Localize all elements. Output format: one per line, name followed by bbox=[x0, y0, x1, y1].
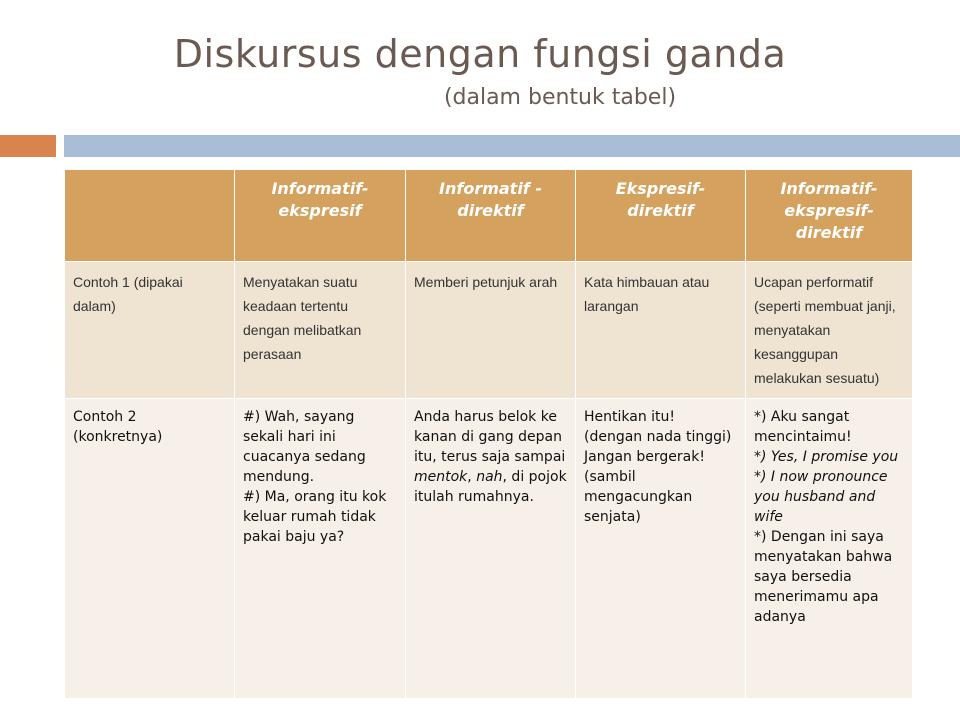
example-italic-word: mentok bbox=[414, 469, 468, 485]
example-text: , bbox=[467, 469, 472, 485]
table-cell bbox=[235, 399, 406, 699]
example-text: , di pojok itulah rumahnya. bbox=[414, 469, 567, 505]
example-line: Jangan bergerak! (sambil mengacungkan senjata) bbox=[584, 449, 705, 525]
table-header-row bbox=[65, 170, 913, 262]
header-cell: Ekspresif-direktif bbox=[576, 170, 746, 262]
discourse-table bbox=[64, 169, 913, 699]
table-cell: Kata himbauan atau larangan bbox=[576, 262, 746, 399]
header-cell-empty bbox=[65, 170, 235, 262]
slide-subtitle: (dalam bentuk tabel) bbox=[443, 85, 677, 110]
example-line: *) Dengan ini saya menyatakan bahwa saya bersedia menerimamu apa adanya bbox=[754, 529, 893, 625]
slide-title: Diskursus dengan fungsi ganda bbox=[173, 32, 787, 76]
slide-title-block bbox=[0, 30, 960, 114]
header-cell: Informatif-ekspresif-direktif bbox=[746, 170, 913, 262]
table-cell bbox=[746, 399, 913, 699]
example-line: #) Ma, orang itu kok keluar rumah tidak pakai baju ya? bbox=[243, 489, 387, 545]
header-cell: Informatif-ekspresif bbox=[235, 170, 406, 262]
example-line-italic: *) Yes, I promise you bbox=[754, 449, 899, 465]
table-cell: Menyatakan suatu keadaan tertentu dengan melibatkan perasaan bbox=[235, 262, 406, 399]
example-line: #) Wah, sayang sekali hari ini cuacanya sedang mendung. bbox=[243, 409, 366, 485]
row-label: Contoh 2 (konkretnya) bbox=[65, 399, 235, 699]
row-label: Contoh 1 (dipakai dalam) bbox=[65, 262, 235, 399]
table-cell bbox=[576, 399, 746, 699]
table-row bbox=[65, 399, 913, 699]
header-cell: Informatif - direktif bbox=[406, 170, 576, 262]
table-cell: Memberi petunjuk arah bbox=[406, 262, 576, 399]
example-italic-word: nah bbox=[476, 469, 503, 485]
accent-bar-orange bbox=[0, 135, 56, 157]
table-cell: Ucapan performatif (seperti membuat janji, menyatakan kesanggupan melakukan sesuatu) bbox=[746, 262, 913, 399]
example-line: Hentikan itu! (dengan nada tinggi) bbox=[584, 409, 732, 445]
example-line-italic: *) I now pronounce you husband and wife bbox=[754, 469, 888, 525]
example-text: Anda harus belok ke kanan di gang depan itu, terus saja sampai bbox=[414, 409, 566, 465]
table-cell bbox=[406, 399, 576, 699]
example-line: *) Aku sangat mencintaimu! bbox=[754, 409, 852, 445]
accent-bar-blue bbox=[64, 135, 960, 157]
table-row bbox=[65, 262, 913, 399]
